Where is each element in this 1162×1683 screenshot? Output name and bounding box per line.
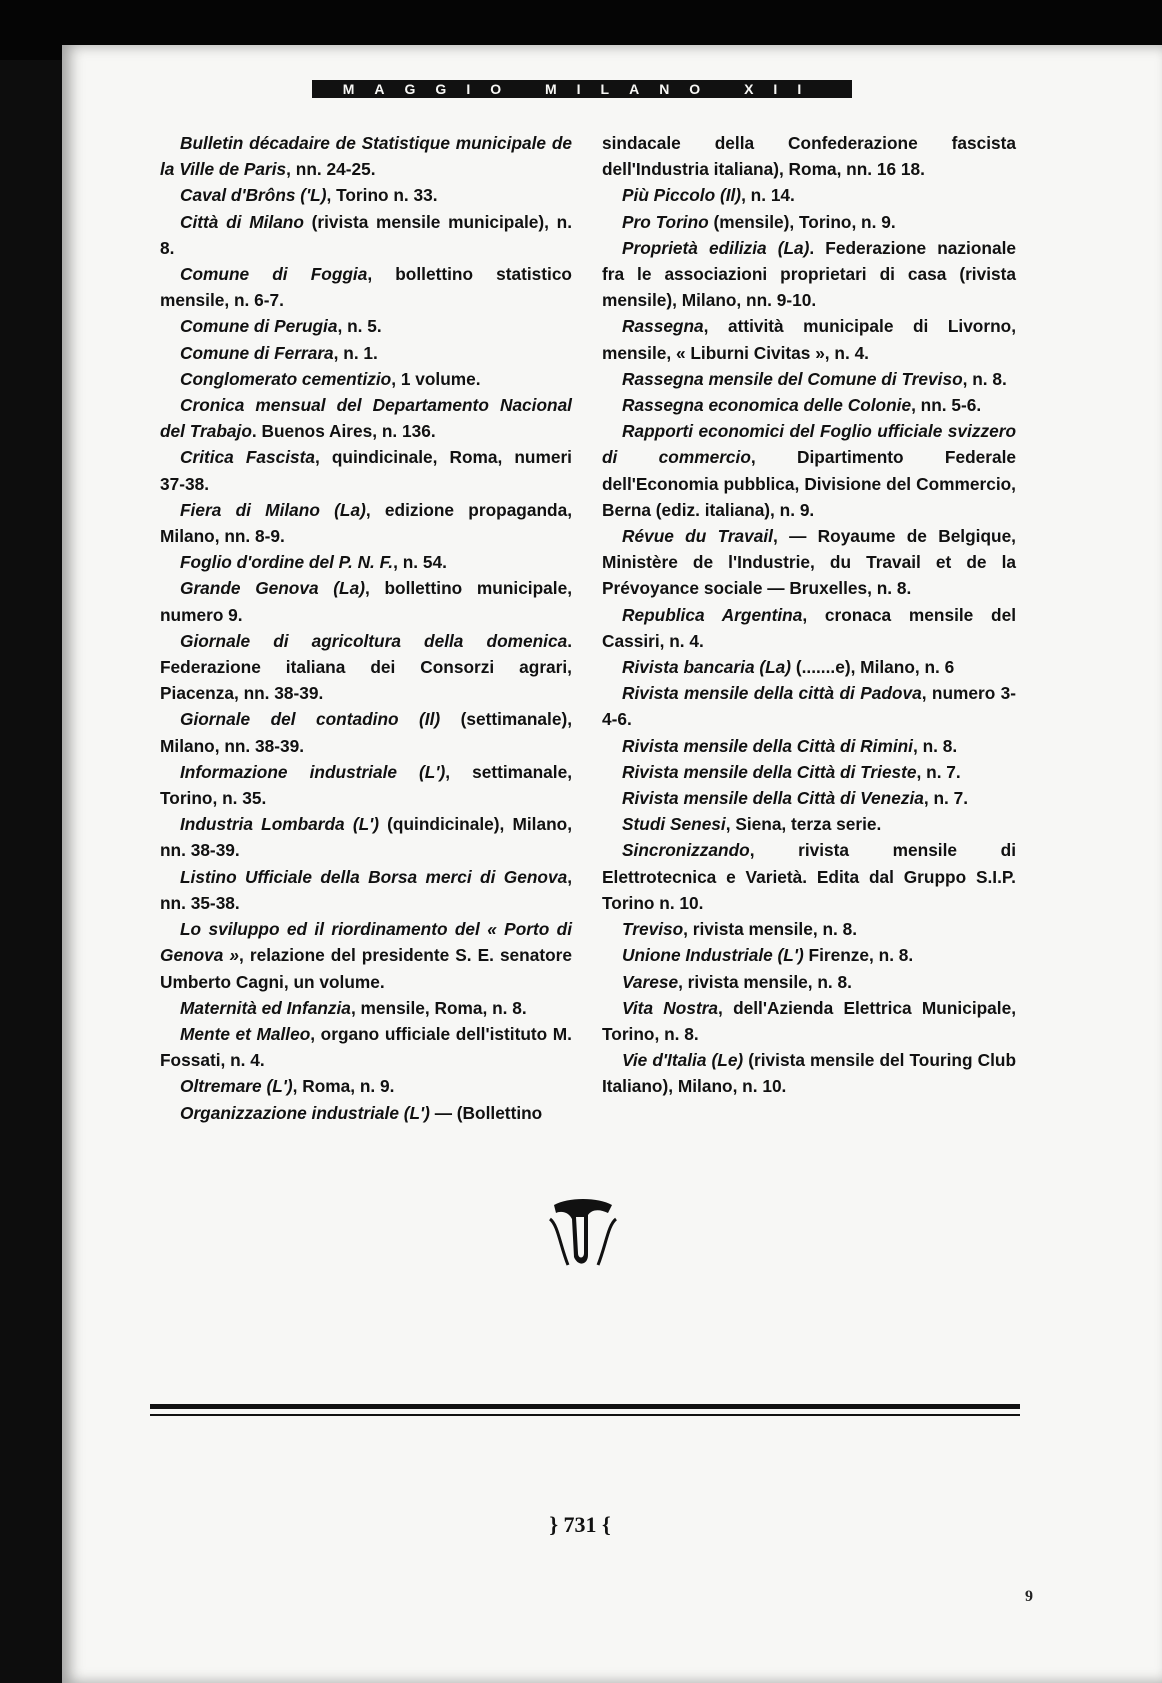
entry-title: Lo sviluppo ed il riordinamento del « Porto di Genova » [160, 919, 572, 966]
entry-details: , n. 14. [741, 185, 795, 206]
entry-details: , Dipartimento Federale dell'Economia pubblica, Divisione del Commercio, Berna (ediz. italiana), n. 9. [602, 447, 1016, 520]
running-header: MAGGIO MILANO XII [312, 80, 852, 98]
entry-title: Proprietà edilizia (La) [622, 237, 810, 258]
entry-details: , n. 8. [912, 735, 958, 756]
catalog-entry [602, 942, 1016, 968]
catalog-entry [602, 366, 1016, 392]
catalog-entry [602, 1047, 1016, 1099]
entry-title: Comune di Ferrara [180, 342, 334, 363]
entry-title: Rivista bancaria (La) [622, 657, 792, 678]
entry-details: , edizione propaganda, Milano, nn. 8-9. [160, 499, 572, 547]
entry-details: , bollettino municipale, numero 9. [160, 578, 572, 625]
entry-details: , n. 1. [333, 342, 378, 363]
entry-title: Città di Milano [180, 211, 304, 232]
catalog-entry [160, 392, 572, 444]
entry-details: , rivista mensile di Elettrotecnica e Varietà. Edita dal Gruppo S.I.P. Torino n. 10. [602, 840, 1016, 913]
page-number-ornament-left: } [549, 1512, 564, 1537]
page-number-value: 731 [563, 1512, 597, 1537]
catalog-entry [602, 418, 1016, 523]
entry-title: Oltremare (L') [180, 1076, 293, 1097]
entry-title: Studi Senesi [622, 814, 726, 835]
entry-details: , n. 8. [962, 368, 1007, 389]
entry-details: sindacale della Confederazione fascista dell'Industria italiana), Roma, nn. 16 18. [602, 133, 1016, 180]
catalog-entry [160, 916, 572, 995]
entry-title: Révue du Travail [622, 526, 773, 547]
entry-title: Più Piccolo (Il) [622, 185, 742, 206]
entry-title: Industria Lombarda (L') [180, 814, 380, 835]
entry-title: Foglio d'ordine del P. N. F. [180, 552, 394, 573]
entry-details: , Torino n. 33. [326, 185, 438, 206]
catalog-entry [602, 995, 1016, 1047]
entry-title: Sincronizzando [622, 840, 750, 861]
entry-title: Varese [622, 971, 679, 992]
catalog-entry [602, 182, 1016, 208]
entry-details: (rivista mensile municipale), n. 8. [160, 211, 572, 258]
catalog-entry [602, 969, 1016, 995]
entry-title: Giornale di agricoltura della domenica [180, 630, 568, 651]
catalog-entry [602, 654, 1016, 680]
entry-title: Rivista mensile della Città di Rimini [622, 735, 913, 756]
catalog-entry [160, 1021, 572, 1073]
entry-details: , n. 5. [337, 316, 382, 337]
footer-rule-thin [150, 1414, 1020, 1416]
catalog-entry [160, 706, 572, 758]
entry-details: , — Royaume de Belgique, Ministère de l'Industrie, du Travail et de la Prévoyance sociale — Bruxelles, n. 8. [602, 526, 1016, 599]
entry-details: , relazione del presidente S. E. senatore Umberto Cagni, un volume. [160, 945, 572, 992]
catalog-entry [160, 811, 572, 863]
footer-rule-thick [150, 1404, 1020, 1409]
entry-details: , organo ufficiale dell'istituto M. Fossati, n. 4. [160, 1023, 572, 1071]
entry-details: , dell'Azienda Elettrica Municipale, Torino, n. 8. [602, 997, 1017, 1044]
entry-title: Republica Argentina [622, 604, 803, 625]
ornament-icon [548, 1195, 618, 1275]
entry-title: Rapporti economici del Foglio ufficiale svizzero di commercio [602, 421, 1016, 468]
left-column [160, 130, 572, 1126]
entry-details: , n. 54. [393, 552, 447, 573]
entry-details: , quindicinale, Roma, numeri 37-38. [160, 447, 572, 494]
entry-title: Unione Industriale (L') [622, 945, 804, 966]
entry-details: , nn. 35-38. [160, 866, 572, 913]
catalog-entry [602, 130, 1016, 182]
catalog-entry [160, 549, 572, 575]
entry-details: , nn. 5-6. [911, 395, 982, 416]
entry-details: . Federazione nazionale fra le associazioni proprietari di casa (rivista mensile), Milano, nn. 9-10. [602, 237, 1016, 311]
catalog-entry [160, 209, 572, 261]
entry-details: , 1 volume. [391, 368, 481, 389]
entry-details: — (Bollettino [429, 1102, 543, 1123]
entry-title: Treviso [622, 919, 684, 940]
catalog-entry [160, 995, 572, 1021]
catalog-entry [160, 130, 572, 182]
corner-mark: 9 [1025, 1588, 1033, 1605]
entry-details: (mensile), Torino, n. 9. [708, 211, 896, 232]
catalog-entry [602, 392, 1016, 418]
entry-details: , numero 3-4-6. [602, 683, 1017, 730]
entry-details: , rivista mensile, n. 8. [678, 971, 852, 992]
catalog-entry [160, 497, 572, 549]
entry-title: Grande Genova (La) [180, 578, 365, 599]
entry-title: Cronica mensual del Departamento Nacional del Trabajo [160, 395, 572, 442]
entry-details: , Roma, n. 9. [292, 1076, 395, 1097]
catalog-entry [602, 759, 1016, 785]
right-column [602, 130, 1016, 1100]
entry-details: , settimanale, Torino, n. 35. [160, 761, 572, 809]
entry-details: , mensile, Roma, n. 8. [350, 997, 527, 1018]
catalog-entry [160, 366, 572, 392]
entry-title: Organizzazione industriale (L') [180, 1102, 430, 1123]
catalog-entry [602, 733, 1016, 759]
catalog-entry [602, 313, 1016, 365]
catalog-entry [160, 864, 572, 916]
catalog-entry [160, 1100, 572, 1126]
entry-title: Rivista mensile della città di Padova [622, 683, 922, 704]
entry-title: Mente et Malleo [180, 1023, 311, 1044]
page-number [520, 1512, 640, 1538]
entry-details: (settimanale), Milano, nn. 38-39. [160, 709, 573, 756]
entry-title: Informazione industriale (L') [180, 761, 446, 782]
catalog-entry [602, 785, 1016, 811]
catalog-entry [160, 444, 572, 496]
catalog-entry [160, 628, 572, 707]
entry-details: , bollettino statistico mensile, n. 6-7. [160, 264, 572, 311]
catalog-entry [602, 916, 1016, 942]
entry-title: Pro Torino [622, 211, 709, 232]
entry-title: Rassegna economica delle Colonie [622, 395, 912, 416]
entry-title: Bulletin décadaire de Statistique municipale de la Ville de Paris [160, 133, 572, 180]
catalog-entry [602, 235, 1016, 314]
entry-title: Fiera di Milano (La) [180, 499, 366, 520]
entry-details: , Siena, terza serie. [725, 814, 882, 835]
entry-details: , n. 7. [916, 761, 961, 782]
entry-details: (rivista mensile del Touring Club Italiano), Milano, n. 10. [602, 1050, 1017, 1097]
catalog-entry [160, 182, 572, 208]
entry-title: Maternità ed Infanzia [180, 997, 351, 1018]
entry-title: Rassegna mensile del Comune di Treviso [622, 368, 963, 389]
entry-title: Comune di Foggia [180, 264, 368, 285]
entry-details: . Federazione italiana dei Consorzi agrari, Piacenza, nn. 38-39. [160, 630, 572, 704]
entry-title: Giornale del contadino (Il) [180, 709, 441, 730]
entry-details: , cronaca mensile del Cassiri, n. 4. [602, 604, 1016, 651]
catalog-entry [602, 680, 1016, 732]
page-number-ornament-right: { [596, 1512, 611, 1537]
entry-details: (quindicinale), Milano, nn. 38-39. [160, 814, 572, 861]
catalog-entry [160, 261, 572, 313]
entry-details: (.......e), Milano, n. 6 [791, 657, 955, 678]
entry-details: , attività municipale di Livorno, mensile, « Liburni Civitas », n. 4. [602, 316, 1016, 363]
entry-details: . Buenos Aires, n. 136. [251, 421, 436, 442]
catalog-entry [160, 313, 572, 339]
entry-title: Rivista mensile della Città di Venezia [622, 788, 924, 809]
entry-title: Vie d'Italia (Le) [622, 1050, 744, 1071]
entry-title: Rassegna [622, 316, 704, 337]
entry-details: , nn. 24-25. [286, 159, 376, 180]
entry-title: Vita Nostra [622, 997, 719, 1018]
catalog-entry [160, 340, 572, 366]
entry-title: Caval d'Brôns ('L) [180, 185, 327, 206]
entry-title: Comune di Perugia [180, 316, 338, 337]
entry-title: Conglomerato cementizio [180, 368, 392, 389]
catalog-entry [160, 575, 572, 627]
entry-details: Firenze, n. 8. [803, 945, 914, 966]
catalog-entry [602, 811, 1016, 837]
catalog-entry [602, 209, 1016, 235]
entry-details: , rivista mensile, n. 8. [683, 919, 858, 940]
catalog-entry [602, 523, 1016, 602]
catalog-entry [160, 759, 572, 811]
catalog-entry [602, 602, 1016, 654]
entry-details: , n. 7. [923, 788, 969, 809]
catalog-entry [602, 837, 1016, 916]
entry-title: Critica Fascista [180, 447, 315, 468]
entry-title: Listino Ufficiale della Borsa merci di Genova [180, 866, 568, 887]
catalog-entry [160, 1073, 572, 1099]
entry-title: Rivista mensile della Città di Trieste [622, 761, 917, 782]
